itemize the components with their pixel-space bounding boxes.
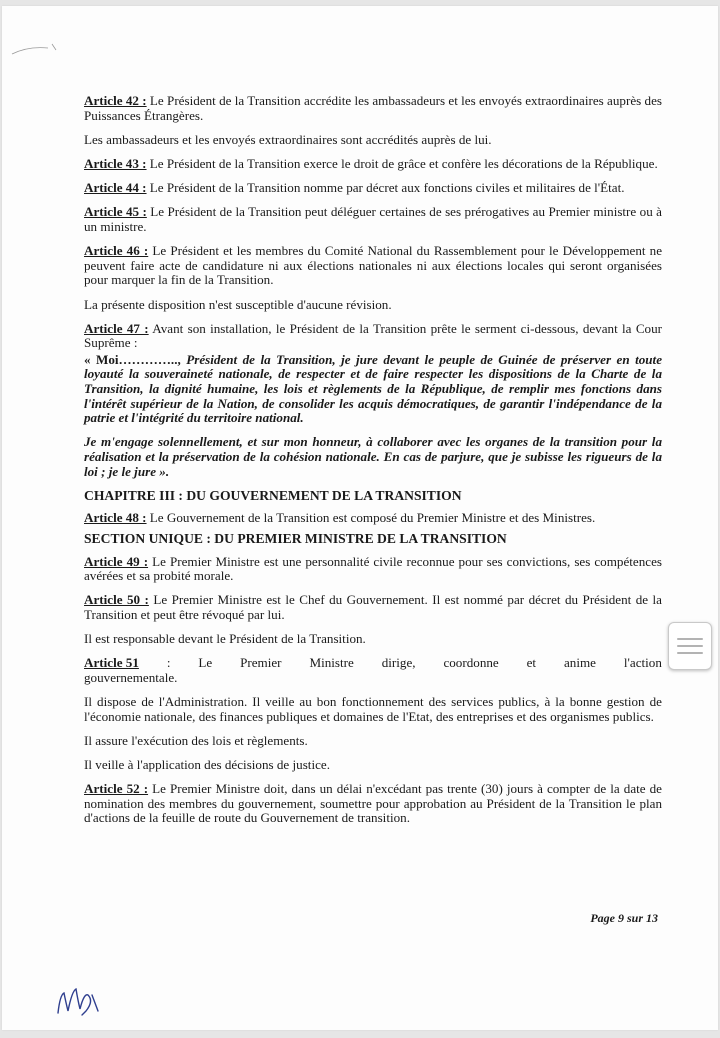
document-page (2, 6, 718, 1030)
article-49 (84, 555, 662, 584)
article-43-text: Le Président de la Transition exerce le droit de grâce et confère les décorations de la République. (146, 155, 658, 171)
article-44-text: Le Président de la Transition nomme par décret aux fonctions civiles et militaires de l'État. (146, 180, 625, 196)
menu-lines-icon (677, 645, 703, 647)
article-46-title: Article 46 : (84, 243, 149, 259)
article-51-word: anime (563, 655, 596, 671)
article-51-continuation: gouvernementale. (84, 669, 178, 685)
page-number: Page 9 sur 13 (590, 911, 658, 925)
article-42-title: Article 42 : (84, 93, 147, 108)
oath-text-1: Président de la Transition, je jure devant le peuple de Guinée de préserver en toute loyauté la souveraineté nationale, de respecter et de faire respecter les dispositions de la Charte de la Transition, la dignité humaine, les lois et règlements de la République, de remplir mes fonctions dans l'intérêt supérieur de la Nation, de consolider les acquis démocratiques, de garantir l'indépendance de la patrie et l'intégrité du territoire national. (84, 351, 663, 426)
section-heading: SECTION UNIQUE : DU PREMIER MINISTRE DE LA TRANSITION (84, 531, 507, 546)
article-52-text: Le Premier Ministre doit, dans un délai n'excédant pas trente (30) jours à compter de la date de nomination des membres du gouvernement, soumettre pour approbation au Président de la Transition le plan d'actions de la feuille de route du Gouvernement de transition. (84, 781, 662, 826)
article-51-word: Ministre (309, 655, 354, 671)
article-51-paragraph-2: Il dispose de l'Administration. Il veille au bon fonctionnement des services publics, à la bonne gestion de l'économie nationale, des finances publiques et domaines de l'Etat, des entreprises et des organismes publics. (84, 694, 662, 724)
article-46-text: Le Président et les membres du Comité National du Rassemblement pour le Développement ne peuvent faire acte de candidature ni aux élections nationales ni aux élections locales qui seront organisées pour marquer la fin de la Transition. (84, 243, 663, 288)
article-47 (84, 322, 662, 351)
article-42 (84, 94, 662, 123)
article-51-title: Article 51 (84, 655, 139, 671)
article-51-word: : (166, 655, 171, 671)
chapter-heading: CHAPITRE III : DU GOUVERNEMENT DE LA TRANSITION (84, 487, 462, 503)
article-44 (84, 181, 662, 196)
article-51-word: Le (198, 655, 213, 671)
article-51-word: coordonne (443, 655, 499, 671)
menu-lines-icon (677, 652, 703, 654)
article-47-oath-2: Je m'engage solennellement, et sur mon honneur, à collaborer avec les organes de la transition pour la réalisation et la préservation de la cohésion nationale. En cas de parjure, que je subisse les rigueurs de la loi ; je le jure ». (84, 434, 662, 479)
signature-initials-icon (52, 981, 102, 1021)
article-42-text: Le Président de la Transition accrédite les ambassadeurs et les envoyés extraordinaires auprès des Puissances Étrangères. (84, 93, 662, 123)
article-51-word: l'action (623, 655, 662, 671)
article-51-paragraph-4: Il veille à l'application des décisions de justice. (84, 757, 330, 773)
oath-opening: « Moi………….., (84, 351, 181, 367)
article-50-paragraph-2: Il est responsable devant le Président de la Transition. (84, 631, 366, 647)
article-52 (84, 782, 662, 826)
article-51-paragraph-3: Il assure l'exécution des lois et règlements. (84, 732, 308, 748)
document-body (84, 94, 662, 836)
article-43-title: Article 43 : (84, 155, 147, 171)
article-51-first-line (84, 656, 662, 671)
article-50-text: Le Premier Ministre est le Chef du Gouvernement. Il est nommé par décret du Président de la Transition et peut être révoqué par lui. (84, 592, 662, 622)
article-47-title: Article 47 : (84, 320, 149, 336)
article-42-paragraph-2: Les ambassadeurs et les envoyés extraordinaires sont accrédités auprès de lui. (84, 131, 492, 147)
article-45 (84, 205, 662, 234)
article-43 (84, 157, 662, 172)
article-46-paragraph-2: La présente disposition n'est susceptible d'aucune révision. (84, 296, 392, 312)
article-51-word: et (526, 655, 537, 671)
article-49-text: Le Premier Ministre est une personnalité civile reconnue pour ses convictions, ses compétences avérées et sa probité morale. (84, 553, 662, 584)
pen-stroke-mark-icon (8, 36, 68, 66)
article-48 (84, 511, 662, 526)
article-50 (84, 593, 662, 622)
article-47-text: Avant son installation, le Président de la Transition prête le serment ci-dessous, devant la Cour Suprême : (84, 320, 663, 351)
article-44-title: Article 44 : (84, 180, 147, 196)
article-46 (84, 244, 662, 288)
article-50-title: Article 50 : (84, 592, 149, 608)
side-menu-button[interactable] (668, 622, 712, 670)
article-51-word: dirige, (381, 655, 416, 671)
article-45-title: Article 45 : (84, 204, 147, 220)
menu-lines-icon (677, 638, 703, 640)
article-47-oath-1 (84, 353, 662, 426)
article-49-title: Article 49 : (84, 553, 149, 569)
article-48-title: Article 48 : (84, 510, 147, 526)
article-48-text: Le Gouvernement de la Transition est composé du Premier Ministre et des Ministres. (146, 510, 596, 526)
article-45-text: Le Président de la Transition peut déléguer certaines de ses prérogatives au Premier ministre ou à un ministre. (84, 204, 662, 234)
article-52-title: Article 52 : (84, 781, 149, 797)
article-51-word: Premier (240, 655, 282, 671)
